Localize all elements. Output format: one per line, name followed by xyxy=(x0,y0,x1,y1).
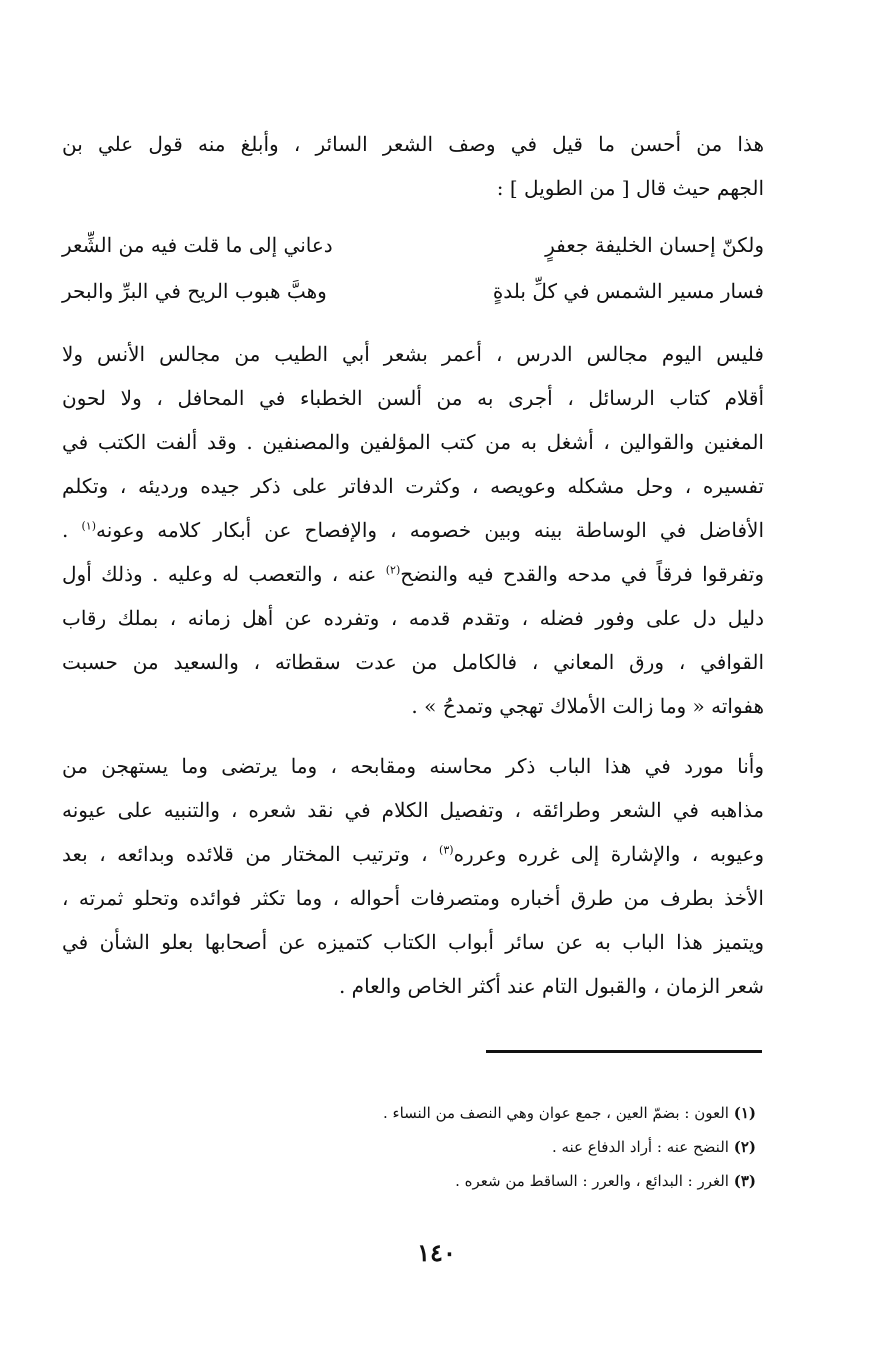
paragraph-line: المغنين والقوالين ، أشغل به من كتب المؤلفين والمصنفين . وقد ألفت الكتب في xyxy=(62,430,764,454)
footnote-number: (٣) xyxy=(733,1172,756,1190)
paragraph-text: ، وترتيب المختار من قلائده وبدائعه ، بعد xyxy=(62,842,440,866)
footnote-marker-3: (٣) xyxy=(439,843,454,857)
paragraph-line-with-footnote-2 xyxy=(62,552,764,596)
paragraph-line: دليل دل على وفور فضله ، وتقدم قدمه ، وتفرده عن أهل زمانه ، بملك رقاب xyxy=(62,606,764,630)
footnote-marker-1: (١) xyxy=(81,519,96,533)
verse-1 xyxy=(62,222,764,268)
poem-verses xyxy=(62,222,764,314)
footnote-text: النضح عنه : أراد الدفاع عنه . xyxy=(551,1138,734,1156)
intro-paragraph xyxy=(62,122,764,210)
paragraph-line: الأخذ بطرف من طرق أخباره ومتصرفات أحواله ، وما تكثر فوائده وتحلو ثمرته ، xyxy=(62,886,764,910)
verse-1-first-hemistich: ولكنّ إحسان الخليفة جعفرٍ xyxy=(545,233,764,257)
paragraph-line-with-footnote-1 xyxy=(62,508,764,552)
footnotes xyxy=(300,1096,756,1198)
paragraph-line: شعر الزمان ، والقبول التام عند أكثر الخاص والعام . xyxy=(338,974,764,998)
verse-2 xyxy=(62,268,764,314)
paragraph-text: الأفاضل في الوساطة بينه وبين خصومه ، والإفصاح عن أبكار كلامه وعونه xyxy=(95,518,764,542)
paragraph-line: وأنا مورد في هذا الباب ذكر محاسنه ومقابحه ، وما يرتضى وما يستهجن من xyxy=(62,754,764,778)
footnote-divider xyxy=(486,1050,762,1053)
paragraph-line-with-footnote-3 xyxy=(62,832,764,876)
paragraph-text: . xyxy=(62,518,82,542)
footnote-3 xyxy=(300,1164,756,1198)
paragraph-text: عنه ، والتعصب له وعليه . وذلك أول xyxy=(62,562,386,586)
footnote-text: الغرر : البدائع ، والعرر : الساقط من شعره . xyxy=(455,1172,734,1190)
footnote-marker-2: (٢) xyxy=(385,563,401,577)
intro-line-2: الجهم حيث قال [ من الطويل ] : xyxy=(496,176,764,200)
paragraph-line: مذاهبه في الشعر وطرائقه ، وتفصيل الكلام في نقد شعره ، والتنبيه على عيونه xyxy=(62,798,764,822)
footnote-2 xyxy=(300,1130,756,1164)
verse-2-first-hemistich: فسار مسير الشمس في كلِّ بلدةٍ xyxy=(492,279,764,303)
footnote-1 xyxy=(300,1096,756,1130)
paragraph-line: ويتميز هذا الباب به عن سائر أبواب الكتاب كتميزه عن أصحابها بعلو الشأن في xyxy=(62,930,764,954)
verse-1-second-hemistich: دعاني إلى ما قلت فيه من الشِّعر xyxy=(62,233,333,257)
intro-line-1: هذا من أحسن ما قيل في وصف الشعر السائر ، وأبلغ منه قول علي بن xyxy=(62,132,764,156)
footnote-number: (٢) xyxy=(733,1138,756,1156)
verse-2-second-hemistich: وهبَّ هبوب الريح في البرِّ والبحر xyxy=(62,279,327,303)
paragraph-text: وتفرقوا فرقاً في مدحه والقدح فيه والنضح xyxy=(400,562,764,586)
paragraph-line: تفسيره ، وحل مشكله وعويصه ، وكثرت الدفاتر على ذكر جيده ورديئه ، وتكلم xyxy=(62,474,764,498)
body-paragraph-2 xyxy=(62,744,764,1008)
paragraph-line: فليس اليوم مجالس الدرس ، أعمر بشعر أبي الطيب من مجالس الأنس ولا xyxy=(62,342,764,366)
paragraph-text: وعيوبه ، والإشارة إلى غرره وعرره xyxy=(453,842,764,866)
page-number: ١٤٠ xyxy=(417,1238,456,1267)
footnote-number: (١) xyxy=(733,1104,756,1122)
body-paragraph-1 xyxy=(62,332,764,728)
paragraph-line: القوافي ، ورق المعاني ، فالكامل من عدت سقطاته ، والسعيد من حسبت xyxy=(62,650,764,674)
footnote-text: العون : بضمّ العين ، جمع عوان وهي النصف من النساء . xyxy=(383,1104,734,1122)
paragraph-line: أقلام كتاب الرسائل ، أجرى به من ألسن الخطباء في المحافل ، ولا لحون xyxy=(62,386,764,410)
paragraph-line: هفواته « وما زالت الأملاك تهجي وتمدحُ » . xyxy=(411,694,764,718)
